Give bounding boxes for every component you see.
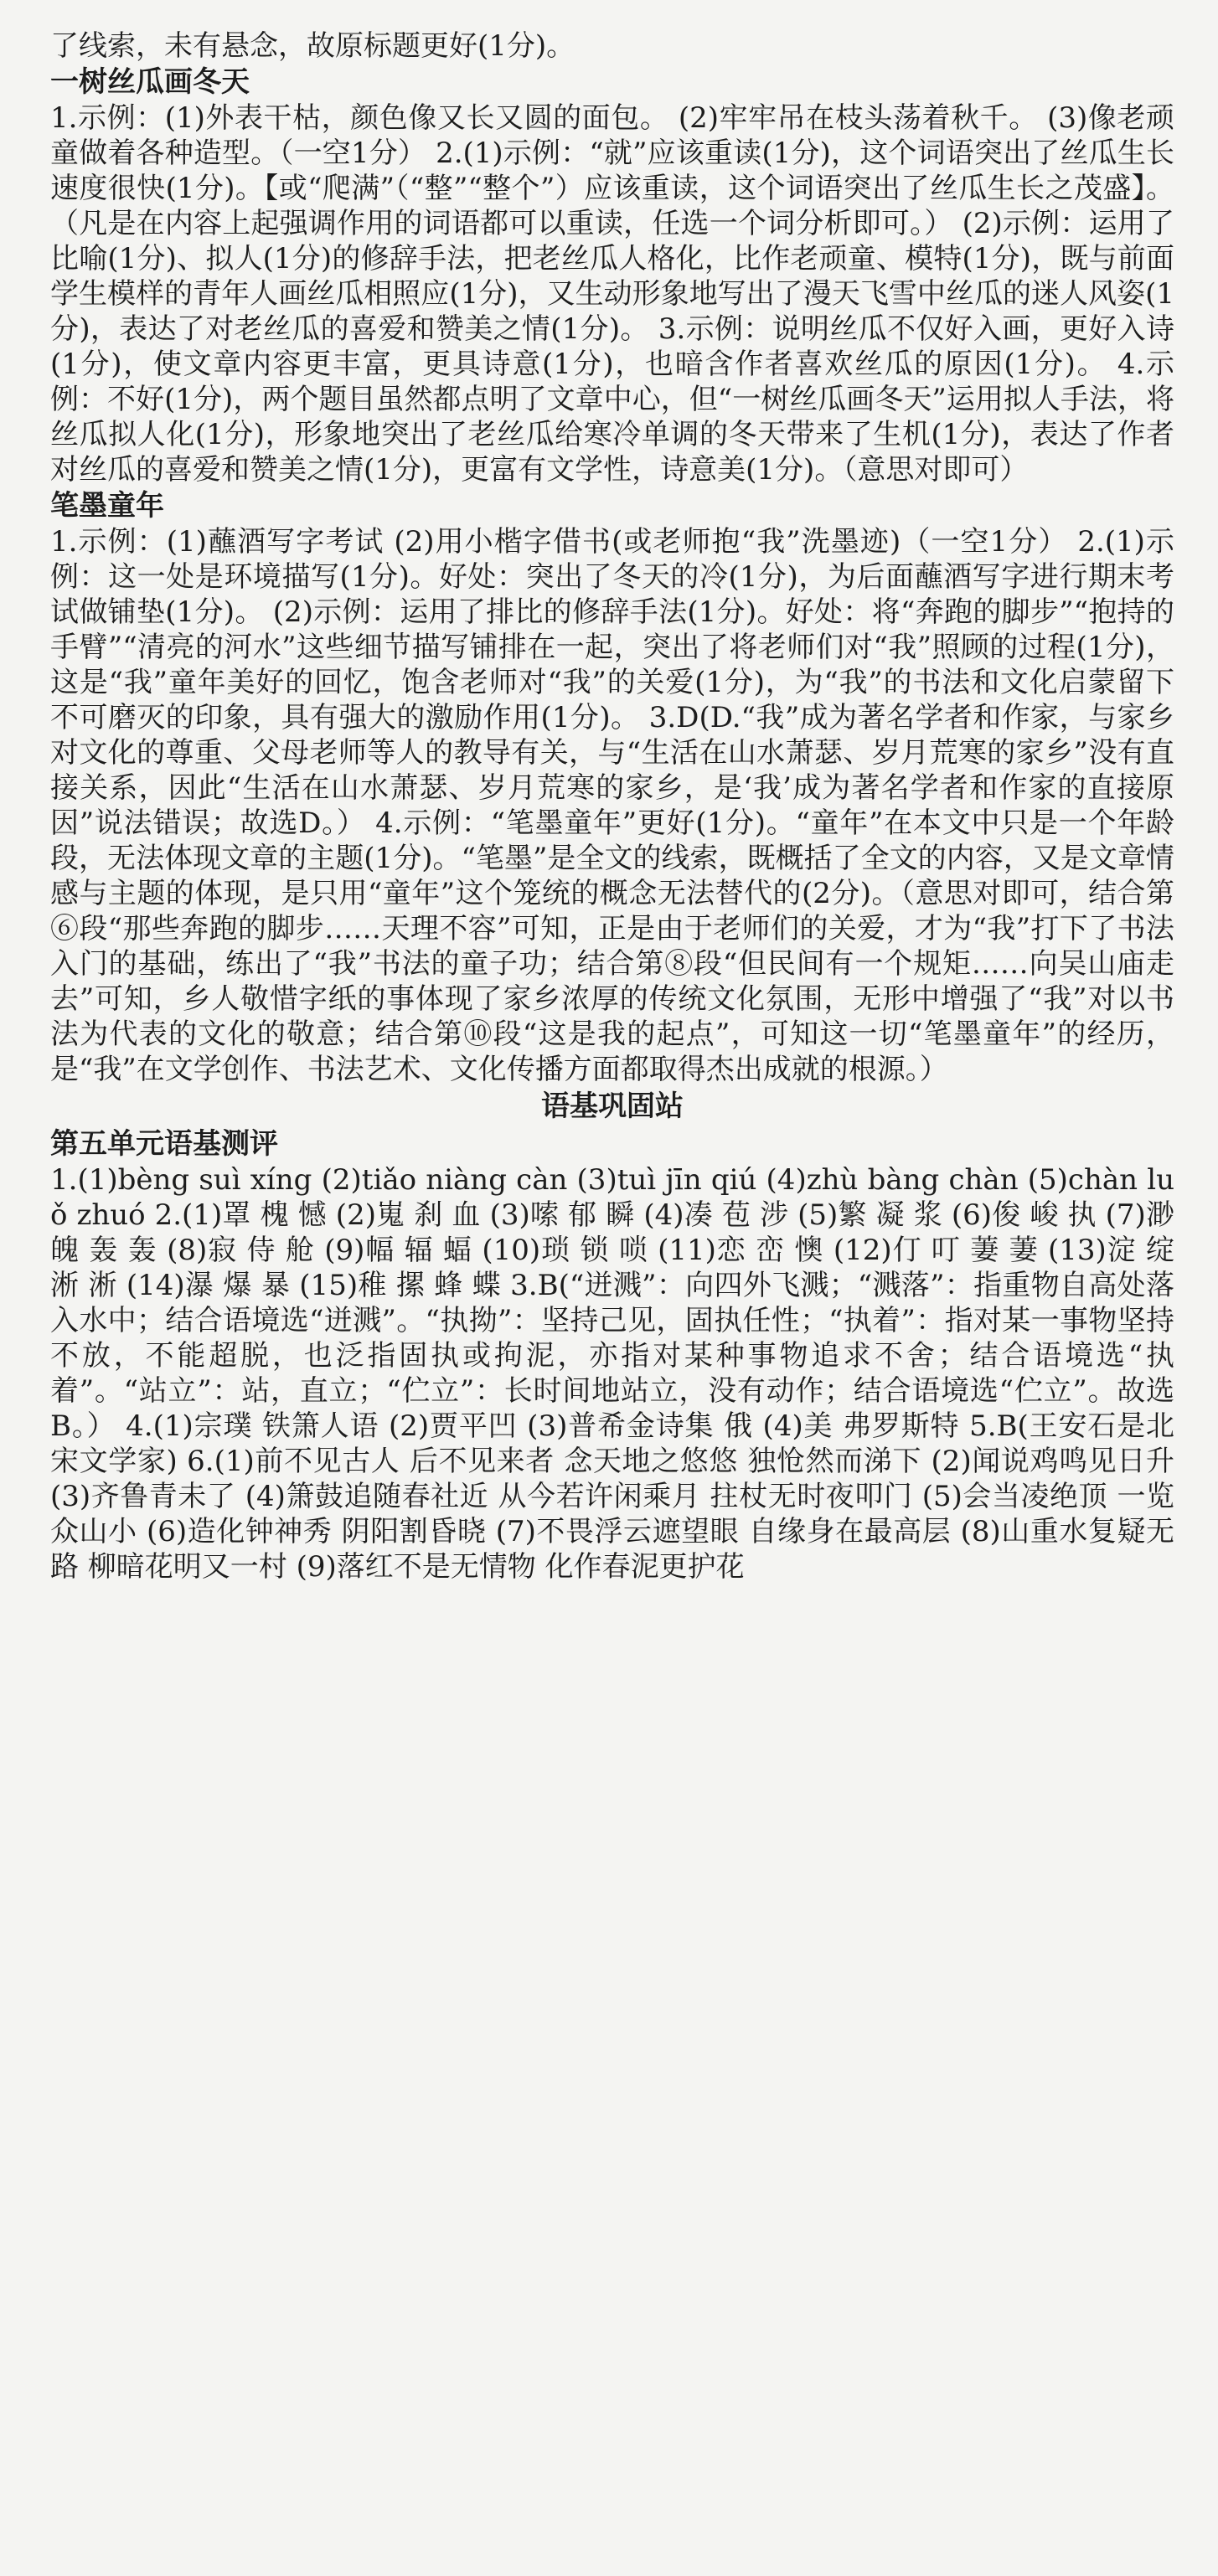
section-body: 1.示例：(1)蘸酒写字考试 (2)用小楷字借书(或老师抱“我”洗墨迹)（一空1分） 2.(1)示例：这一处是环境描写(1分)。好处：突出了冬天的冷(1分)，为后面蘸酒写字进行期末考试做铺垫(1分)。 (2)示例：运用了排比的修辞手法(1分)。好处：将“奔跑的脚步”“抱持的手臂”“清亮的河水”这些细节描写铺排在一起，突出了将老师们对“我”照顾的过程(1分)，这是“我”童年美好的回忆，饱含老师对“我”的关爱(1分)，为“我”的书法和文化启蒙留下不可磨灭的印象，具有强大的激励作用(1分)。 3.D(D.“我”成为著名学者和作家，与家乡对文化的尊重、父母老师等人的教导有关，与“生活在山水萧瑟、岁月荒寒的家乡”没有直接关系，因此“生活在山水萧瑟、岁月荒寒的家乡，是‘我’成为著名学者和作家的直接原因”说法错误；故选D。） 4.示例：“笔墨童年”更好(1分)。“童年”在本文中只是一个年龄段，无法体现文章的主题(1分)。“笔墨”是全文的线索，既概括了全文的内容，又是文章情感与主题的体现，是只用“童年”这个笼统的概念无法替代的(2分)。（意思对即可，结合第⑥段“那些奔跑的脚步……天理不容”可知，正是由于老师们的关爱，才为“我”打下了书法入门的基础，练出了“我”书法的童子功；结合第⑧段“但民间有一个规矩……向吴山庙走去”可知，乡人敬惜字纸的事体现了家乡浓厚的传统文化氛围，无形中增强了“我”对以书法为代表的文化的敬意；结合第⑩段“这是我的起点”，可知这一切“笔墨童年”的经历，是“我”在文学创作、书法艺术、文化传播方面都取得杰出成就的根源。）: [50, 525, 1175, 1086]
section-bimo: [50, 487, 1174, 1087]
section-sigua: [50, 64, 1174, 487]
station-title: 语基巩固站: [541, 1090, 684, 1123]
section-body: 1.示例：(1)外表干枯，颜色像又长又圆的面包。 (2)牢牢吊在枝头荡着秋千。 (3)像老顽童做着各种造型。（一空1分） 2.(1)示例：“就”应该重读(1分)，这个词语突出了丝瓜生长速度很快(1分)。【或“爬满”（“整”“整个”）应该重读，这个词语突出了丝瓜生长之茂盛】。（凡是在内容上起强调作用的词语都可以重读，任选一个词分析即可。） (2)示例：运用了比喻(1分)、拟人(1分)的修辞手法，把老丝瓜人格化，比作老顽童、模特(1分)，既与前面学生模样的青年人画丝瓜相照应(1分)，又生动形象地写出了漫天飞雪中丝瓜的迷人风姿(1分)，表达了对老丝瓜的喜爱和赞美之情(1分)。 3.示例：说明丝瓜不仅好入画，更好入诗(1分)，使文章内容更丰富，更具诗意(1分)，也暗含作者喜欢丝瓜的原因(1分)。 4.示例：不好(1分)，两个题目虽然都点明了文章中心，但“一树丝瓜画冬天”运用拟人手法，将丝瓜拟人化(1分)，形象地突出了老丝瓜给寒冷单调的冬天带来了生机(1分)，表达了作者对丝瓜的喜爱和赞美之情(1分)，更富有文学性，诗意美(1分)。（意思对即可）: [50, 101, 1174, 487]
section-unit-five: [50, 1126, 1174, 1584]
section-heading: 一树丝瓜画冬天: [50, 65, 250, 99]
section-heading: 笔墨童年: [50, 489, 164, 523]
continuation-text: 了线索，未有悬念，故原标题更好(1分)。: [50, 29, 575, 63]
section-heading: 第五单元语基测评: [50, 1127, 278, 1161]
section-body: 1.(1)bèng suì xíng (2)tiǎo niàng càn (3)tuì jīn qiú (4)zhù bàng chàn (5)chàn luǒ zhuó 2.(1)罩 槐 憾 (2)嵬 刹 血 (3)嗦 郁 瞬 (4)凑 苞 涉 (5)繁 凝 浆 (6)俊 峻 执 (7)渺 魄 轰 轰 (8)寂 侍 舱 (9)幅 辐 蝠 (10)琐 锁 唢 (11)恋 峦 懊 (12)仃 叮 萋 萋 (13)淀 绽 淅 淅 (14)瀑 爆 暴 (15)稚 摞 蜂 蝶 3.B(“迸溅”：向四外飞溅；“溅落”：指重物自高处落入水中；结合语境选“迸溅”。“执拗”：坚持己见，固执任性；“执着”：指对某一事物坚持不放，不能超脱，也泛指固执或拘泥，亦指对某种事物追求不舍；结合语境选“执着”。“站立”：站，直立；“伫立”：长时间地站立，没有动作；结合语境选“伫立”。故选B。） 4.(1)宗璞 铁箫人语 (2)贾平凹 (3)普希金诗集 俄 (4)美 弗罗斯特 5.B(王安石是北宋文学家) 6.(1)前不见古人 后不见来者 念天地之悠悠 独怆然而涕下 (2)闻说鸡鸣见日升 (3)齐鲁青未了 (4)箫鼓追随春社近 从今若许闲乘月 拄杖无时夜叩门 (5)会当凌绝顶 一览众山小 (6)造化钟神秀 阴阳割昏晓 (7)不畏浮云遮望眼 自缘身在最高层 (8)山重水复疑无路 柳暗花明又一村 (9)落红不是无情物 化作春泥更护花: [50, 1163, 1174, 1584]
